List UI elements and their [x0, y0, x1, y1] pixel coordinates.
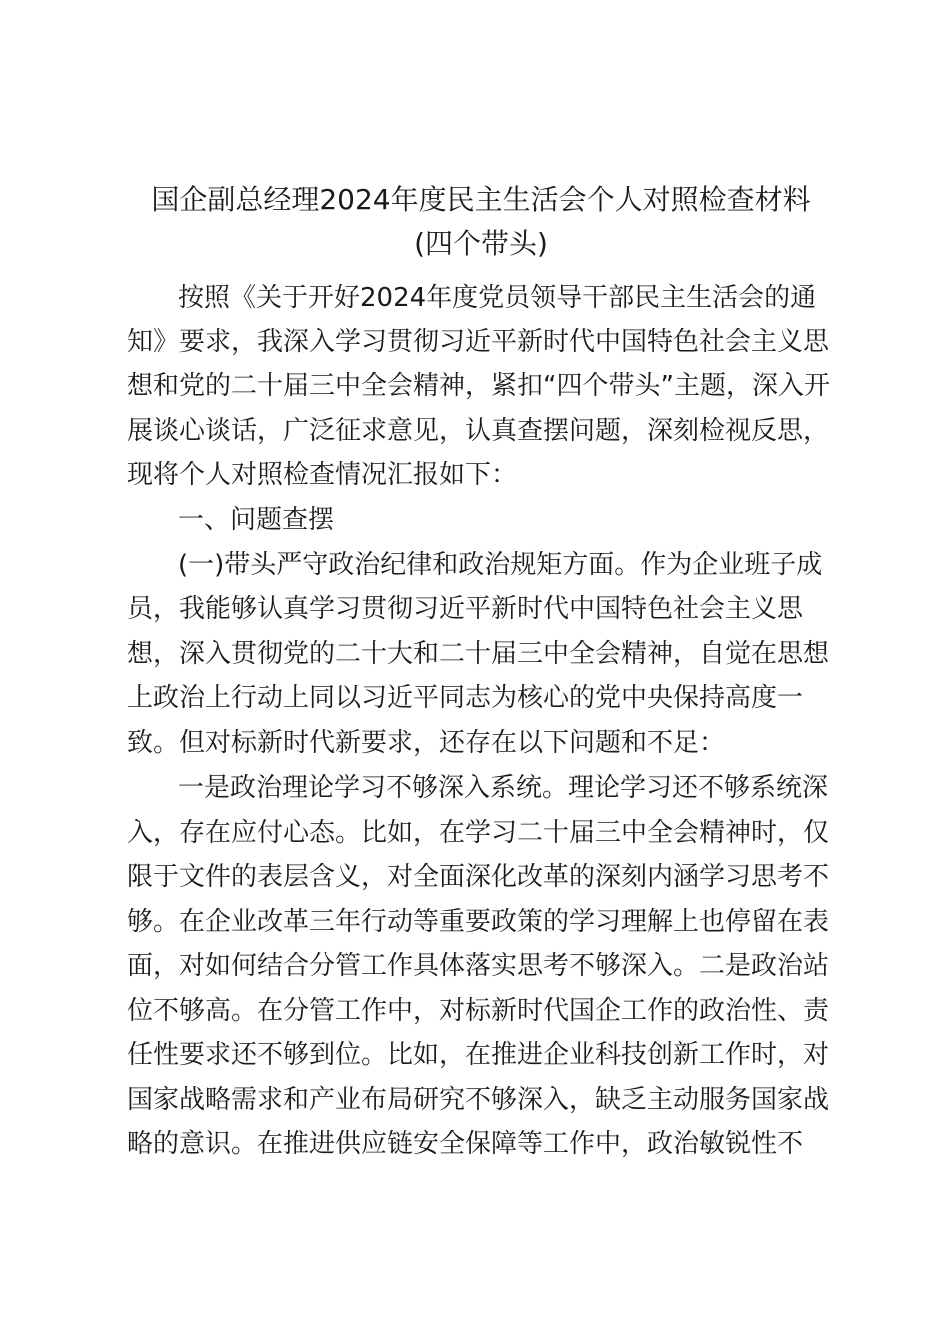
paragraph-line: 致。但对标新时代新要求，还存在以下问题和不足：: [127, 728, 726, 758]
paragraph-line: 按照《关于开好2024年度党员领导干部民主生活会的通: [178, 283, 817, 313]
paragraph-line: 略的意识。在推进供应链安全保障等工作中，政治敏锐性不: [127, 1129, 804, 1159]
paragraph-line: 员，我能够认真学习贯彻习近平新时代中国特色社会主义思: [127, 594, 804, 624]
paragraph-line: 够。在企业改革三年行动等重要政策的学习理解上也停留在表: [127, 907, 830, 937]
section-heading: 一、问题查摆: [178, 505, 335, 535]
paragraph-line: 知》要求，我深入学习贯彻习近平新时代中国特色社会主义思: [127, 327, 830, 357]
paragraph-line: 展谈心谈话，广泛征求意见，认真查摆问题，深刻检视反思，: [127, 416, 830, 446]
document-title-line-2: (四个带头): [414, 227, 548, 260]
paragraph-line: 任性要求还不够到位。比如，在推进企业科技创新工作时，对: [127, 1040, 830, 1070]
paragraph-line: 想和党的二十届三中全会精神，紧扣“四个带头”主题，深入开: [127, 371, 830, 401]
paragraph-line: 面，对如何结合分管工作具体落实思考不够深入。二是政治站: [127, 951, 830, 981]
paragraph-line: 一是政治理论学习不够深入系统。理论学习还不够系统深: [178, 773, 829, 803]
paragraph-line: 位不够高。在分管工作中，对标新时代国企工作的政治性、责: [127, 996, 830, 1026]
paragraph-line: 限于文件的表层含义，对全面深化改革的深刻内涵学习思考不: [127, 862, 830, 892]
document-title-line-1: 国企副总经理2024年度民主生活会个人对照检查材料: [151, 183, 811, 216]
paragraph-line: 国家战略需求和产业布局研究不够深入，缺乏主动服务国家战: [127, 1085, 830, 1115]
paragraph-line: (一)带头严守政治纪律和政治规矩方面。作为企业班子成: [178, 550, 823, 580]
paragraph-line: 上政治上行动上同以习近平同志为核心的党中央保持高度一: [127, 683, 804, 713]
paragraph-line: 入，存在应付心态。比如，在学习二十届三中全会精神时，仅: [127, 818, 830, 848]
paragraph-line: 现将个人对照检查情况汇报如下：: [127, 460, 518, 490]
paragraph-line: 想，深入贯彻党的二十大和二十届三中全会精神，自觉在思想: [127, 639, 830, 669]
